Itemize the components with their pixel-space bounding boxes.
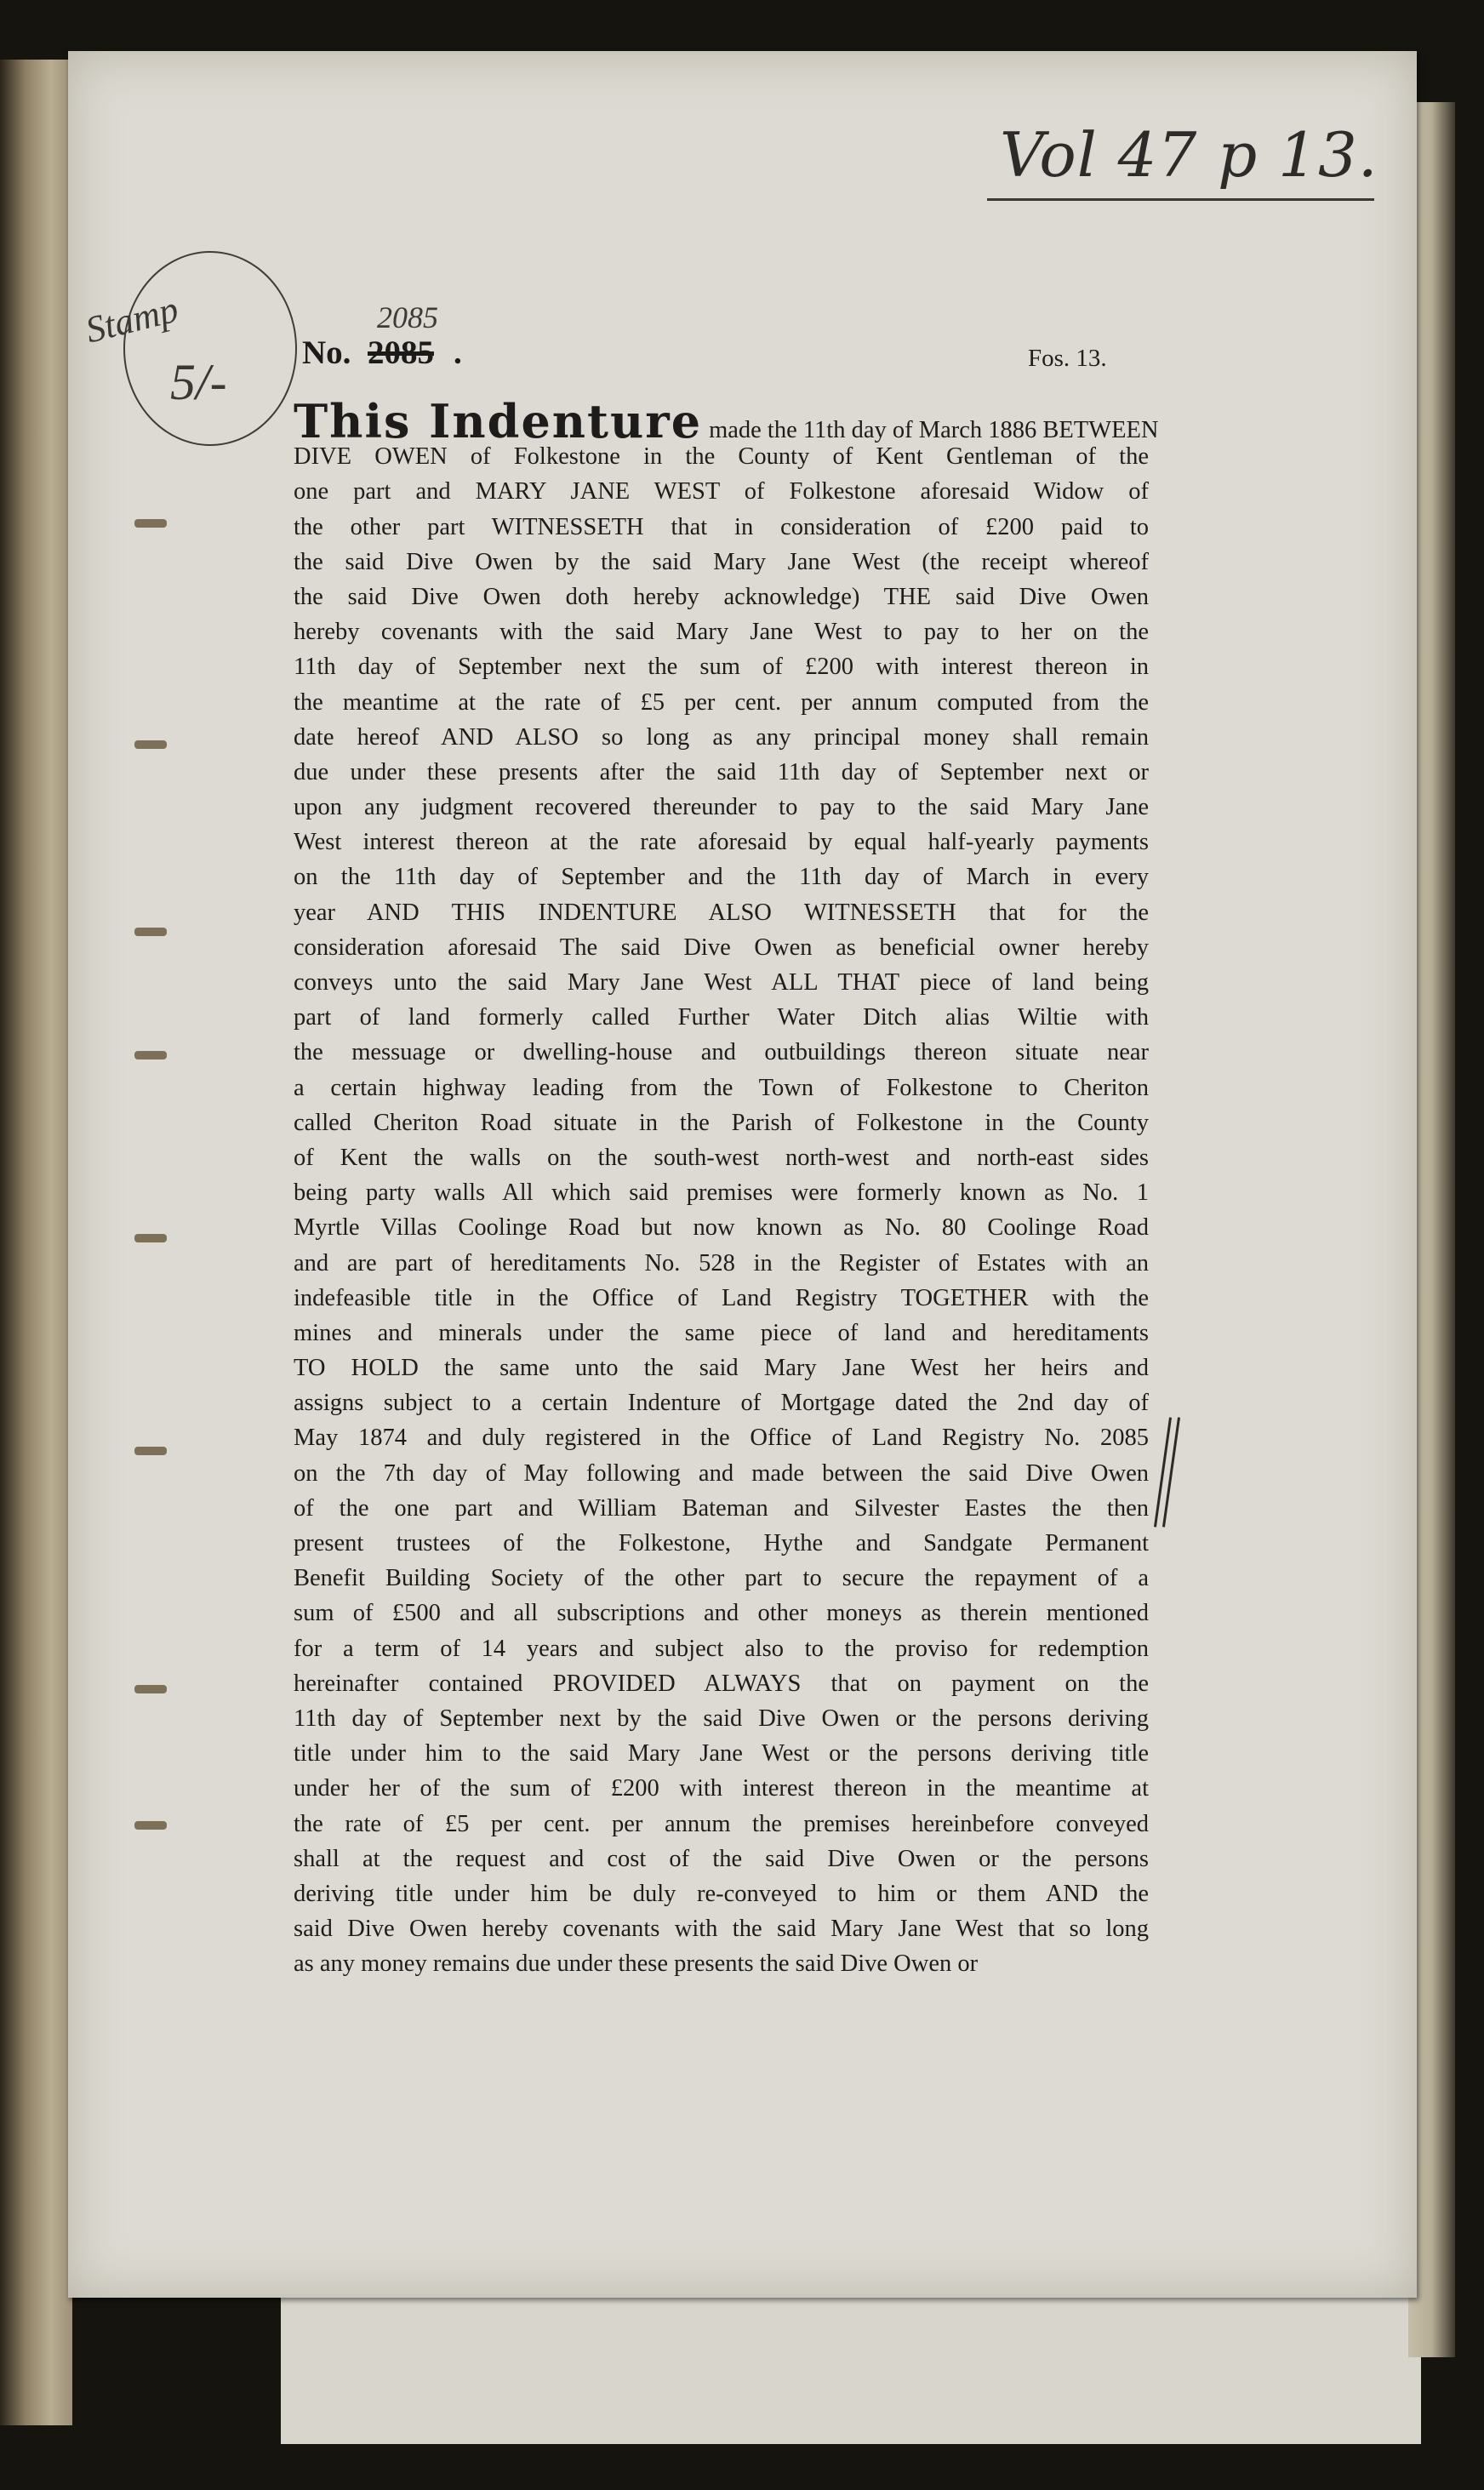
deed-line: shall at the request and cost of the said Dive Owen or the persons — [294, 1845, 1149, 1872]
deed-line-first — [294, 394, 1159, 448]
deed-line: said Dive Owen hereby covenants with the said Mary Jane West that so long — [294, 1916, 1149, 1943]
deed-line: mines and minerals under the same piece of land and hereditaments — [294, 1319, 1149, 1346]
deed-line: made the 11th day of March 1886 BETWEEN — [709, 417, 1159, 443]
deed-line: 11th day of September next the sum of £200 with interest thereon in — [294, 654, 1149, 681]
deed-line: under her of the sum of £200 with interest thereon in the meantime at — [294, 1775, 1149, 1802]
volume-underline — [987, 198, 1374, 201]
struck-number: 2085 — [368, 334, 434, 371]
deed-line: date hereof AND ALSO so long as any principal money shall remain — [294, 723, 1149, 751]
deed-line: assigns subject to a certain Indenture of Mortgage dated the 2nd day of — [294, 1390, 1149, 1417]
left-book-pages — [0, 60, 72, 2425]
deed-line: Myrtle Villas Coolinge Road but now known as No. 80 Coolinge Road — [294, 1214, 1149, 1242]
deed-line-last: as any money remains due under these presents the said Dive Owen or — [294, 1950, 979, 1978]
deed-line: hereby covenants with the said Mary Jane West to pay to her on the — [294, 619, 1149, 646]
deed-line: title under him to the said Mary Jane West or the persons deriving title — [294, 1740, 1149, 1768]
deed-line: on the 7th day of May following and made between the said Dive Owen — [294, 1459, 1149, 1487]
deed-line: May 1874 and duly registered in the Office of Land Registry No. 2085 — [294, 1425, 1149, 1452]
binding-thread-mark — [134, 1685, 167, 1693]
deed-line: the said Dive Owen by the said Mary Jane West (the receipt whereof — [294, 548, 1149, 575]
deed-line: the rate of £5 per cent. per annum the premises hereinbefore conveyed — [294, 1810, 1149, 1837]
folio-count: Fos. 13. — [1028, 345, 1107, 372]
deed-line: the said Dive Owen doth hereby acknowledge) THE said Dive Owen — [294, 583, 1149, 610]
deed-line: due under these presents after the said 11th day of September next or — [294, 758, 1149, 785]
deed-line: consideration aforesaid The said Dive Owen as beneficial owner hereby — [294, 934, 1149, 961]
number-period: . — [454, 334, 462, 371]
deed-line: and are part of hereditaments No. 528 in the Register of Estates with an — [294, 1249, 1149, 1276]
binding-thread-mark — [134, 1447, 167, 1455]
deed-line: conveys unto the said Mary Jane West ALL THAT piece of land being — [294, 969, 1149, 996]
handwritten-number: 2085 — [377, 300, 438, 334]
deed-line: upon any judgment recovered thereunder to pay to the said Mary Jane — [294, 794, 1149, 821]
binding-thread-mark — [134, 928, 167, 936]
deed-line: year AND THIS INDENTURE ALSO WITNESSETH that for the — [294, 899, 1149, 926]
deed-line: a certain highway leading from the Town of Folkestone to Cheriton — [294, 1074, 1149, 1101]
deed-line: present trustees of the Folkestone, Hythe and Sandgate Permanent — [294, 1530, 1149, 1556]
stamp-signature: Stamp — [81, 288, 183, 351]
this-indenture-heading: This Indenture — [294, 394, 703, 448]
deed-line: 11th day of September next by the said Dive Owen or the persons deriving — [294, 1705, 1149, 1732]
binding-thread-mark — [134, 740, 167, 749]
binding-thread-mark — [134, 1234, 167, 1242]
deed-line: Benefit Building Society of the other part to secure the repayment of a — [294, 1565, 1149, 1592]
binding-thread-mark — [134, 519, 167, 528]
stamp-duty-value: 5/- — [170, 354, 227, 410]
deed-line: the other part WITNESSETH that in consideration of £200 paid to — [294, 513, 1149, 540]
deed-line: West interest thereon at the rate aforesaid by equal half-yearly payments — [294, 829, 1149, 856]
deed-line: for a term of 14 years and subject also to the proviso for redemption — [294, 1635, 1149, 1662]
deed-line: indefeasible title in the Office of Land Registry TOGETHER with the — [294, 1284, 1149, 1311]
deed-line: hereinafter contained PROVIDED ALWAYS that on payment on the — [294, 1670, 1149, 1697]
deed-line: TO HOLD the same unto the said Mary Jane West her heirs and — [294, 1355, 1149, 1382]
deed-line: the meantime at the rate of £5 per cent. per annum computed from the — [294, 688, 1149, 716]
deed-line: part of land formerly called Further Water Ditch alias Wiltie with — [294, 1004, 1149, 1031]
deed-line: on the 11th day of September and the 11th day of March in every — [294, 864, 1149, 891]
deed-line: of the one part and William Bateman and Silvester Eastes the then — [294, 1494, 1149, 1522]
deed-line: one part and MARY JANE WEST of Folkestone aforesaid Widow of — [294, 478, 1149, 505]
stamp-circle — [123, 251, 297, 446]
binding-thread-mark — [134, 1821, 167, 1830]
deed-line: called Cheriton Road situate in the Parish of Folkestone in the County — [294, 1109, 1149, 1136]
deed-line: of Kent the walls on the south-west north-west and north-east sides — [294, 1144, 1149, 1171]
binding-thread-mark — [134, 1051, 167, 1059]
volume-reference: Vol 47 p 13. — [1000, 119, 1378, 191]
number-label: No. — [302, 334, 351, 371]
deed-line: sum of £500 and all subscriptions and other moneys as therein mentioned — [294, 1600, 1149, 1627]
deed-body — [294, 394, 1159, 1981]
deed-line: DIVE OWEN of Folkestone in the County of Kent Gentleman of the — [294, 443, 1149, 471]
deed-line: being party walls All which said premises were formerly known as No. 1 — [294, 1179, 1149, 1207]
deed-line: the messuage or dwelling-house and outbuildings thereon situate near — [294, 1039, 1149, 1066]
deed-line: deriving title under him be duly re-conveyed to him or them AND the — [294, 1880, 1149, 1907]
